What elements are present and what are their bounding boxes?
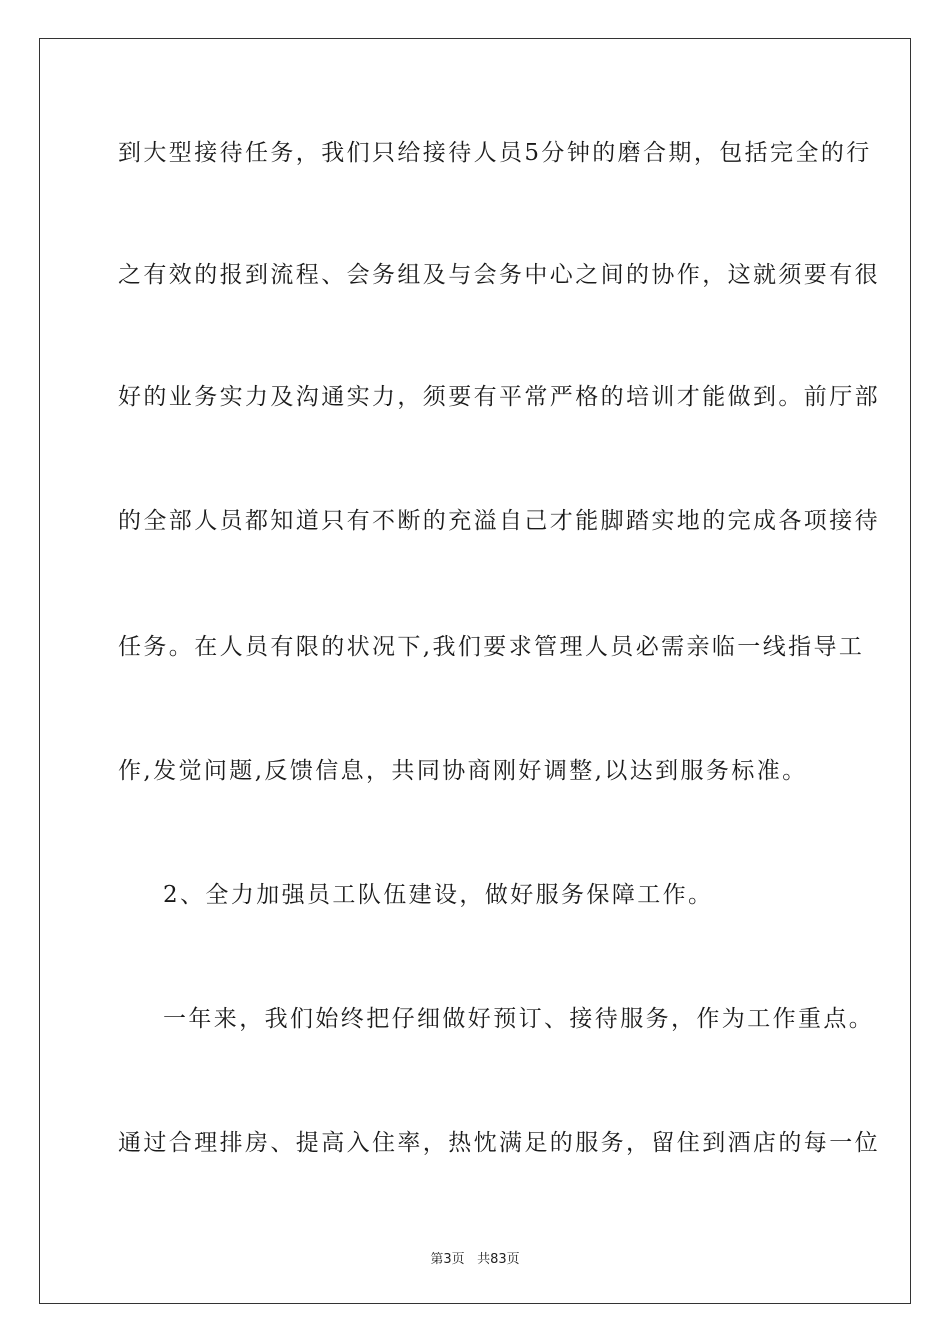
body-text-line-6: 作,发觉问题,反馈信息，共同协商刚好调整,以达到服务标准。	[118, 758, 808, 784]
page-footer	[0, 1248, 950, 1267]
body-text-line-5: 任务。在人员有限的状况下,我们要求管理人员必需亲临一线指导工	[118, 634, 865, 660]
page-number: 第3页	[430, 1252, 465, 1267]
section-heading: 2、全力加强员工队伍建设，做好服务保障工作。	[163, 882, 714, 908]
body-text-line-8: 通过合理排房、提高入住率，热忱满足的服务，留住到酒店的每一位	[118, 1130, 880, 1156]
page-total: 共83页	[477, 1252, 520, 1267]
body-text-line-3: 好的业务实力及沟通实力，须要有平常严格的培训才能做到。前厅部	[118, 384, 880, 410]
body-text-line-7: 一年来，我们始终把仔细做好预订、接待服务，作为工作重点。	[163, 1006, 875, 1032]
page-border	[39, 38, 911, 1304]
body-text-line-4: 的全部人员都知道只有不断的充溢自己才能脚踏实地的完成各项接待	[118, 508, 880, 534]
body-text-line-2: 之有效的报到流程、会务组及与会务中心之间的协作，这就须要有很	[118, 262, 880, 288]
body-text-line-1: 到大型接待任务，我们只给接待人员5分钟的磨合期，包括完全的行	[118, 140, 872, 166]
